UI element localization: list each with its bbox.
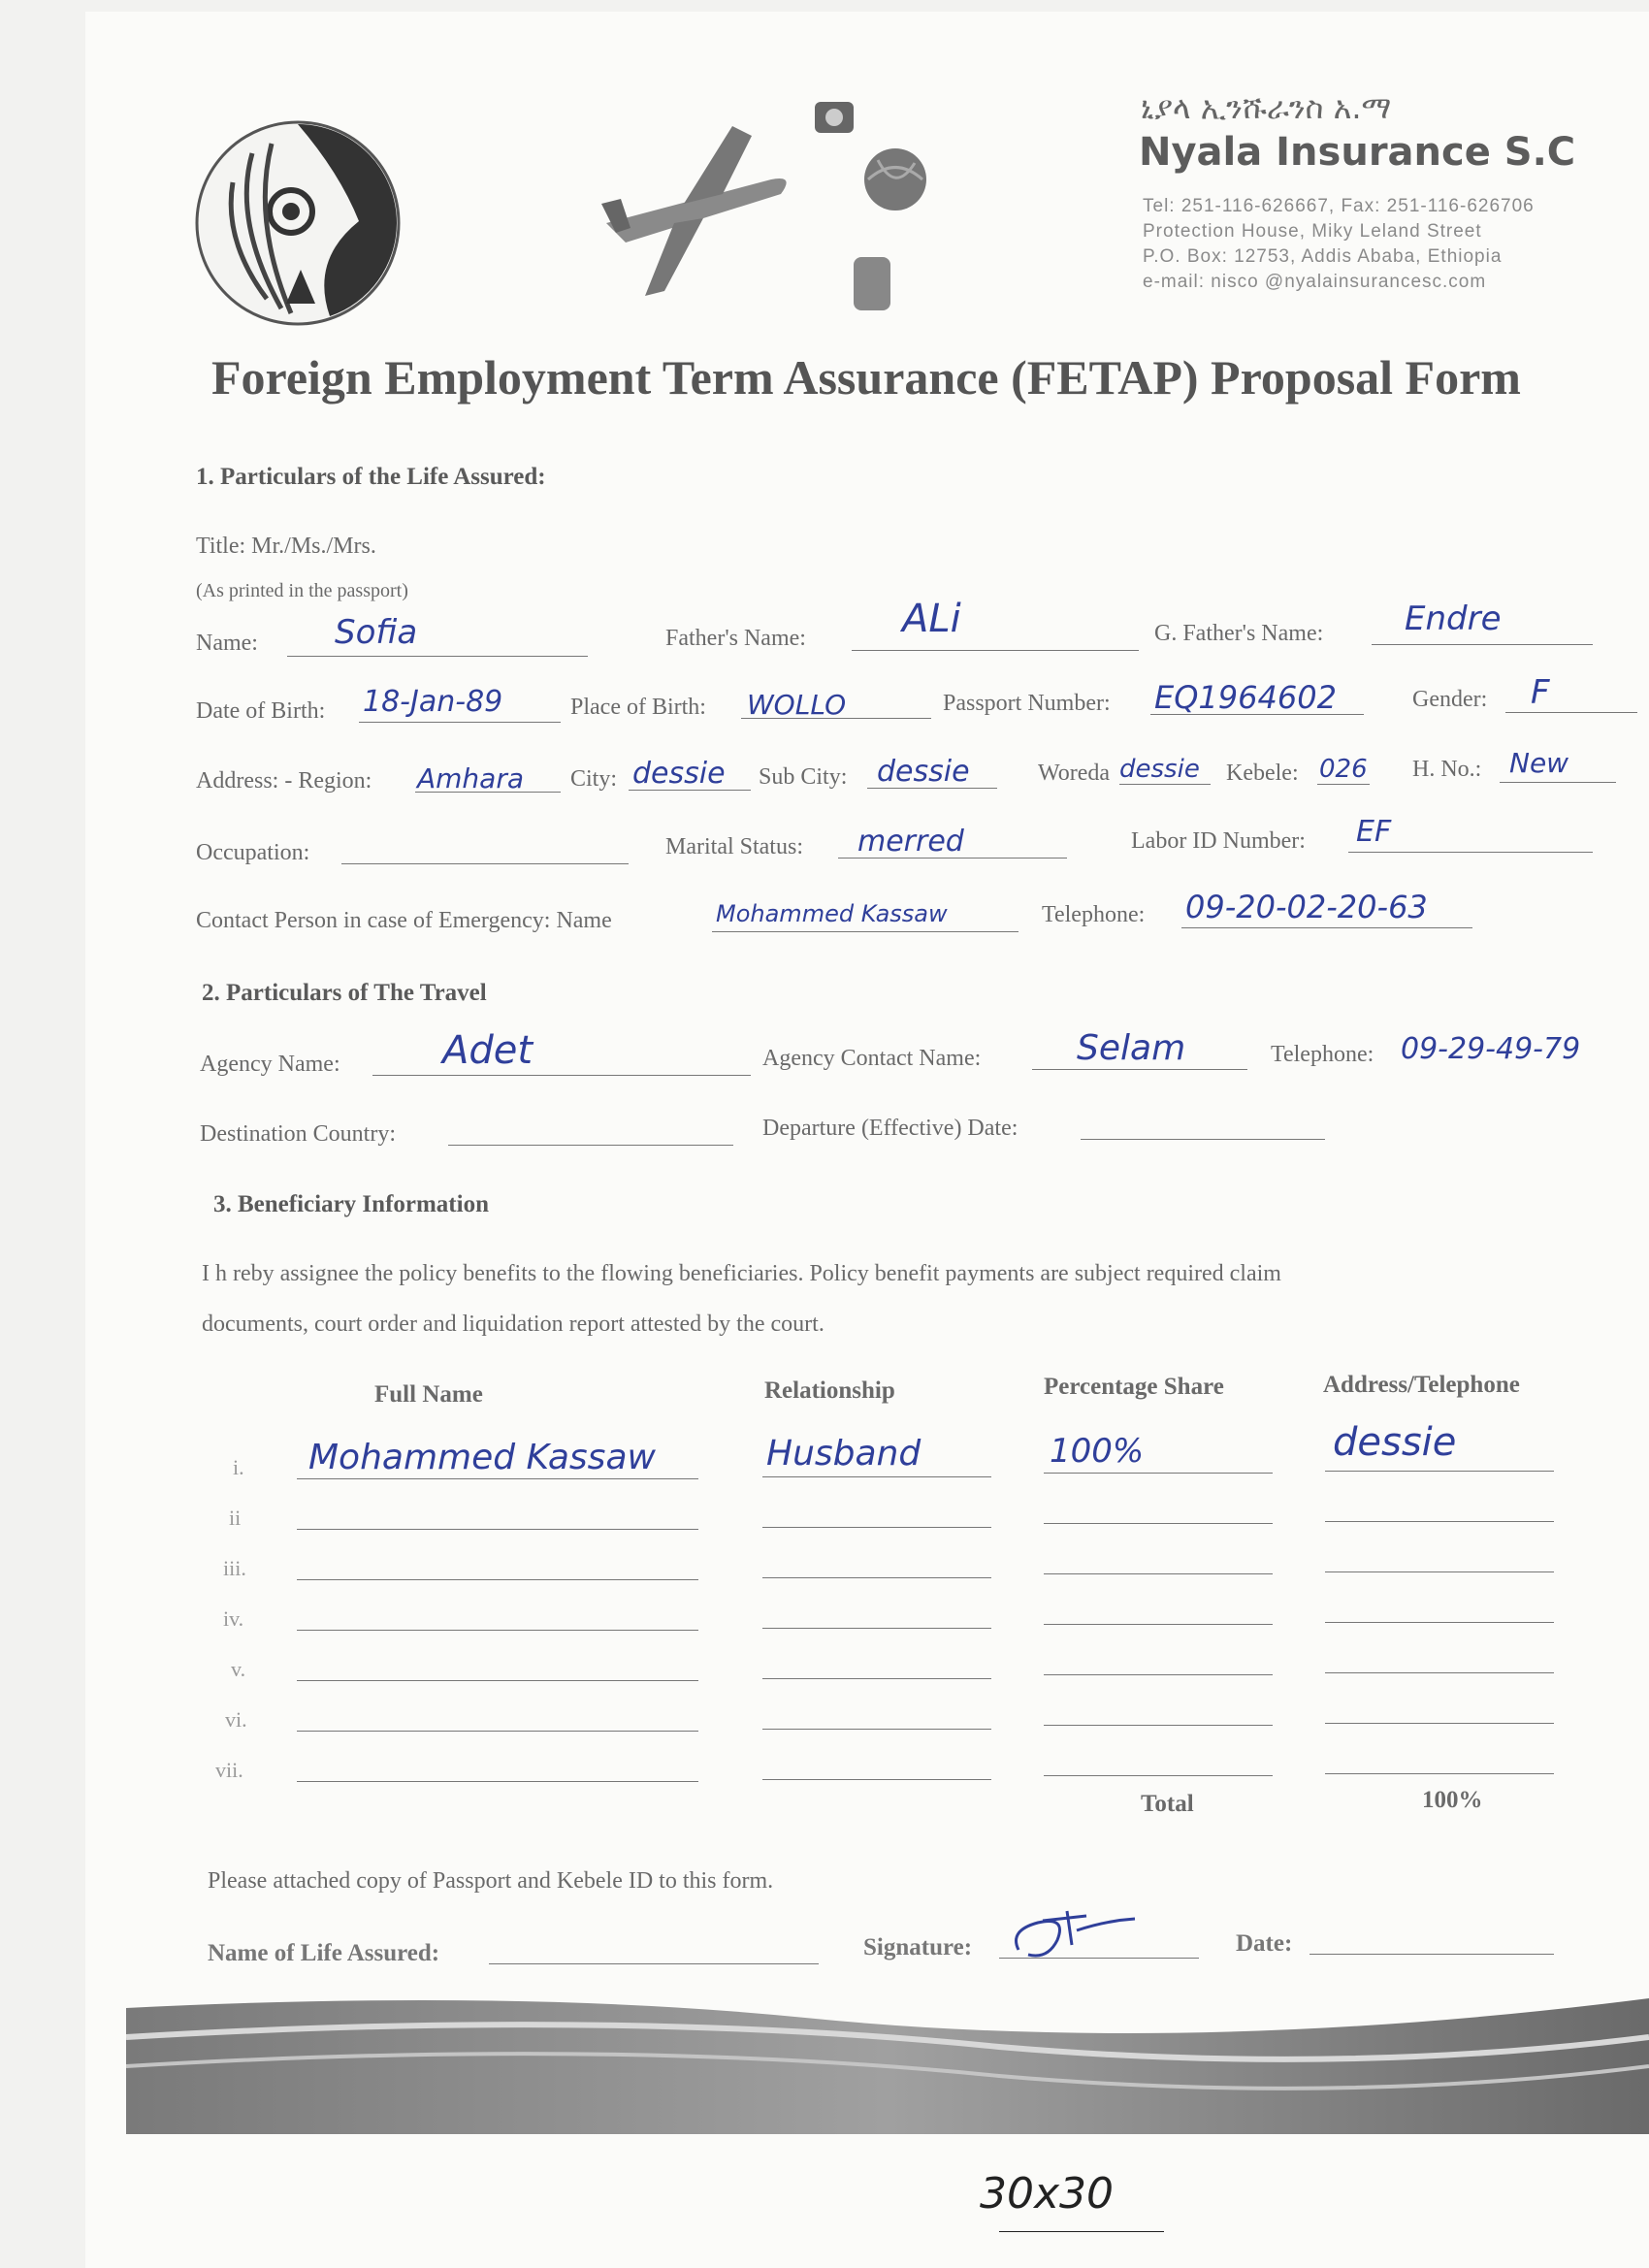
form-title: Foreign Employment Term Assurance (FETAP) Proposal Form [211, 350, 1521, 405]
name-line [287, 656, 588, 657]
departure-date-label: Departure (Effective) Date: [762, 1116, 1018, 1141]
emergency-name-line [712, 931, 1018, 932]
gfather-name-line [1372, 644, 1593, 645]
section3-heading: 3. Beneficiary Information [213, 1191, 489, 1217]
region-value[interactable]: Amhara [417, 762, 525, 794]
agency-contact-label: Agency Contact Name: [762, 1046, 982, 1071]
row-label: vi. [225, 1707, 247, 1732]
row-label: iv. [223, 1606, 244, 1631]
emergency-telephone-line [1181, 927, 1472, 928]
destination-country-label: Destination Country: [200, 1121, 396, 1147]
pob-label: Place of Birth: [570, 695, 706, 720]
emergency-contact-label: Contact Person in case of Emergency: Name [196, 908, 612, 933]
globe-icon [864, 148, 926, 211]
contact-pobox: P.O. Box: 12753, Addis Ababa, Ethiopia [1143, 246, 1503, 267]
passport-number-label: Passport Number: [943, 691, 1111, 716]
agency-telephone-value[interactable]: 09-29-49-79 [1401, 1032, 1581, 1066]
kebele-label: Kebele: [1226, 761, 1299, 786]
row-label: iii. [223, 1556, 246, 1580]
subcity-label: Sub City: [759, 764, 848, 790]
beneficiary-statement-line2: documents, court order and liquidation report attested by the court. [202, 1312, 824, 1337]
agency-contact-value[interactable]: Selam [1077, 1028, 1186, 1068]
column-relationship: Relationship [764, 1377, 895, 1404]
house-number-line [1500, 782, 1616, 783]
contact-tel: Tel: 251-116-626667, Fax: 251-116-626706 [1143, 196, 1535, 216]
departure-date-line [1081, 1139, 1325, 1140]
labor-id-label: Labor ID Number: [1131, 828, 1306, 854]
beneficiary-full-name[interactable]: Mohammed Kassaw [308, 1438, 656, 1477]
life-assured-name-label: Name of Life Assured: [208, 1940, 440, 1966]
company-name: Nyala Insurance S.C [1139, 130, 1576, 175]
beneficiary-relationship[interactable]: Husband [766, 1434, 922, 1474]
emergency-name-value[interactable]: Mohammed Kassaw [716, 900, 948, 927]
emergency-telephone-label: Telephone: [1042, 902, 1146, 927]
decorative-wave-band [126, 1969, 1649, 2134]
woreda-value[interactable]: dessie [1119, 755, 1200, 784]
emergency-telephone-value[interactable]: 09-20-02-20-63 [1185, 889, 1428, 925]
labor-id-line [1348, 852, 1593, 853]
passport-icon [854, 257, 890, 310]
row-label: i. [233, 1455, 244, 1479]
agency-name-value[interactable]: Adet [442, 1028, 534, 1073]
row-label: v. [231, 1657, 246, 1681]
company-name-amharic: ኒያላ ኢንሹራንስ አ.ማ [1141, 89, 1392, 126]
father-name-value[interactable]: ALi [902, 597, 961, 641]
dob-value[interactable]: 18-Jan-89 [363, 685, 503, 719]
city-label: City: [570, 766, 618, 792]
column-address-telephone: Address/Telephone [1323, 1372, 1520, 1398]
kebele-value[interactable]: 026 [1319, 755, 1368, 784]
company-contact [1143, 194, 1535, 295]
house-number-label: H. No.: [1412, 757, 1482, 782]
contact-email: e-mail: nisco @nyalainsurancesc.com [1143, 272, 1487, 292]
gfather-name-value[interactable]: Endre [1405, 599, 1502, 638]
title-label: Title: Mr./Ms./Mrs. [196, 534, 376, 559]
agency-telephone-label: Telephone: [1271, 1042, 1374, 1067]
camera-icon [815, 102, 854, 133]
attachment-note: Please attached copy of Passport and Kebele ID to this form. [208, 1868, 774, 1894]
signature-label: Signature: [863, 1934, 973, 1960]
name-label: Name: [196, 631, 258, 656]
occupation-label: Occupation: [196, 840, 310, 865]
occupation-line [341, 863, 629, 864]
labor-id-value[interactable]: EF [1356, 815, 1392, 849]
passport-number-value[interactable]: EQ1964602 [1154, 679, 1337, 716]
agency-name-line [372, 1075, 751, 1076]
row-label: vii. [215, 1758, 243, 1782]
marital-status-value[interactable]: merred [857, 825, 964, 859]
name-value[interactable]: Sofia [335, 613, 418, 652]
gender-line [1505, 712, 1637, 713]
passport-note: (As printed in the passport) [196, 580, 408, 601]
airplane-icon [601, 126, 787, 296]
dob-line [359, 722, 561, 723]
marital-status-label: Marital Status: [665, 834, 803, 859]
gender-value[interactable]: F [1531, 673, 1550, 712]
beneficiary-statement-line1: I h reby assignee the policy benefits to the flowing beneficiaries. Policy benefit payments are subject required claim [202, 1261, 1281, 1286]
signature-mark [999, 1901, 1154, 1969]
kebele-line [1317, 784, 1370, 785]
section1-heading: 1. Particulars of the Life Assured: [196, 464, 546, 490]
subcity-value[interactable]: dessie [877, 755, 970, 789]
father-name-label: Father's Name: [665, 626, 806, 651]
city-value[interactable]: dessie [632, 757, 726, 791]
column-percentage-share: Percentage Share [1044, 1374, 1224, 1400]
column-full-name: Full Name [374, 1381, 483, 1408]
total-label: Total [1141, 1791, 1194, 1817]
section2-heading: 2. Particulars of The Travel [202, 980, 487, 1006]
row-label: ii [229, 1506, 242, 1530]
handwritten-underline [999, 2231, 1164, 2232]
gfather-name-label: G. Father's Name: [1154, 621, 1324, 646]
beneficiary-share[interactable]: 100% [1050, 1432, 1145, 1471]
gender-label: Gender: [1412, 687, 1488, 712]
dob-label: Date of Birth: [196, 698, 326, 724]
handwritten-note: 30x30 [980, 2169, 1115, 2219]
life-assured-name-line [489, 1963, 819, 1964]
beneficiary-address[interactable]: dessie [1333, 1420, 1457, 1465]
date-line [1310, 1954, 1554, 1955]
destination-country-line [448, 1145, 733, 1146]
nyala-logo [194, 114, 403, 333]
address-region-label: Address: - Region: [196, 768, 372, 794]
pob-value[interactable]: WOLLO [747, 689, 847, 721]
total-value: 100% [1422, 1787, 1483, 1813]
father-name-line [852, 650, 1139, 651]
date-label: Date: [1236, 1930, 1293, 1957]
travel-graphic [587, 87, 926, 330]
agency-contact-line [1032, 1069, 1247, 1070]
house-number-value[interactable]: New [1509, 747, 1569, 779]
contact-address: Protection House, Miky Leland Street [1143, 221, 1482, 242]
agency-name-label: Agency Name: [200, 1052, 340, 1077]
woreda-label: Woreda [1038, 761, 1111, 786]
woreda-line [1119, 784, 1211, 785]
